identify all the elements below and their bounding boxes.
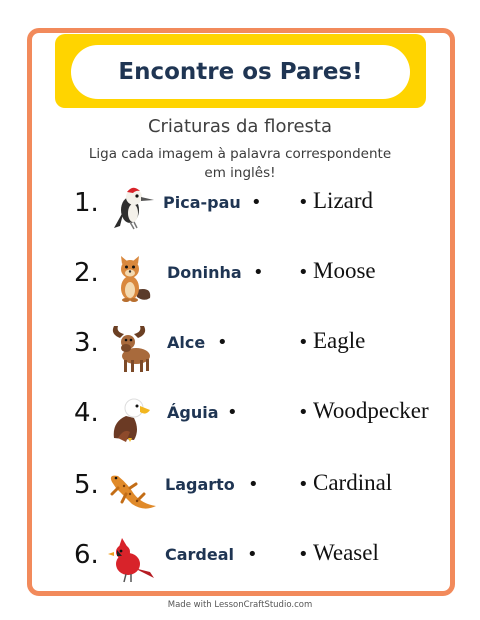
woodpecker-icon — [104, 182, 158, 234]
left-match-dot[interactable]: • — [217, 332, 228, 353]
row-number: 6. — [74, 540, 99, 570]
row-number: 2. — [74, 258, 99, 288]
right-match-dot[interactable]: • — [298, 192, 309, 213]
instructions-line-1: Liga cada imagem à palavra correspondente — [88, 146, 392, 162]
left-match-dot[interactable]: • — [227, 402, 238, 423]
eagle-icon — [104, 392, 158, 444]
match-row — [0, 178, 480, 238]
title-pill — [71, 45, 410, 99]
lizard-icon — [104, 464, 158, 516]
right-match-dot[interactable]: • — [298, 332, 309, 353]
row-number: 3. — [74, 328, 99, 358]
right-match-dot[interactable]: • — [298, 402, 309, 423]
match-row — [0, 318, 480, 378]
match-row — [0, 530, 480, 590]
english-word: Moose — [313, 258, 376, 283]
right-match-dot[interactable]: • — [298, 474, 309, 495]
left-match-dot[interactable]: • — [247, 544, 258, 565]
footer-credit: Made with LessonCraftStudio.com — [167, 600, 313, 610]
cardinal-icon — [104, 534, 158, 586]
match-row — [0, 248, 480, 308]
moose-icon — [104, 322, 158, 374]
english-word: Eagle — [313, 328, 366, 353]
weasel-icon — [104, 252, 158, 304]
left-match-dot[interactable]: • — [253, 262, 264, 283]
row-number: 5. — [74, 470, 99, 500]
english-word: Lizard — [313, 188, 374, 213]
page-title: Encontre os Pares! — [118, 59, 363, 85]
portuguese-word: Águia — [167, 403, 219, 422]
portuguese-word: Doninha — [167, 263, 242, 282]
portuguese-word: Pica-pau — [163, 193, 241, 212]
left-match-dot[interactable]: • — [251, 192, 262, 213]
left-match-dot[interactable]: • — [248, 474, 259, 495]
portuguese-word: Cardeal — [165, 545, 235, 564]
english-word: Weasel — [313, 540, 379, 565]
portuguese-word: Lagarto — [165, 475, 235, 494]
instructions-line-2: em inglês! — [204, 165, 276, 181]
portuguese-word: Alce — [167, 333, 206, 352]
row-number: 1. — [74, 188, 99, 218]
match-row — [0, 388, 480, 448]
subtitle: Criaturas da floresta — [147, 116, 333, 137]
english-word: Cardinal — [313, 470, 393, 495]
english-word: Woodpecker — [313, 398, 429, 423]
right-match-dot[interactable]: • — [298, 544, 309, 565]
right-match-dot[interactable]: • — [298, 262, 309, 283]
row-number: 4. — [74, 398, 99, 428]
match-row — [0, 460, 480, 520]
